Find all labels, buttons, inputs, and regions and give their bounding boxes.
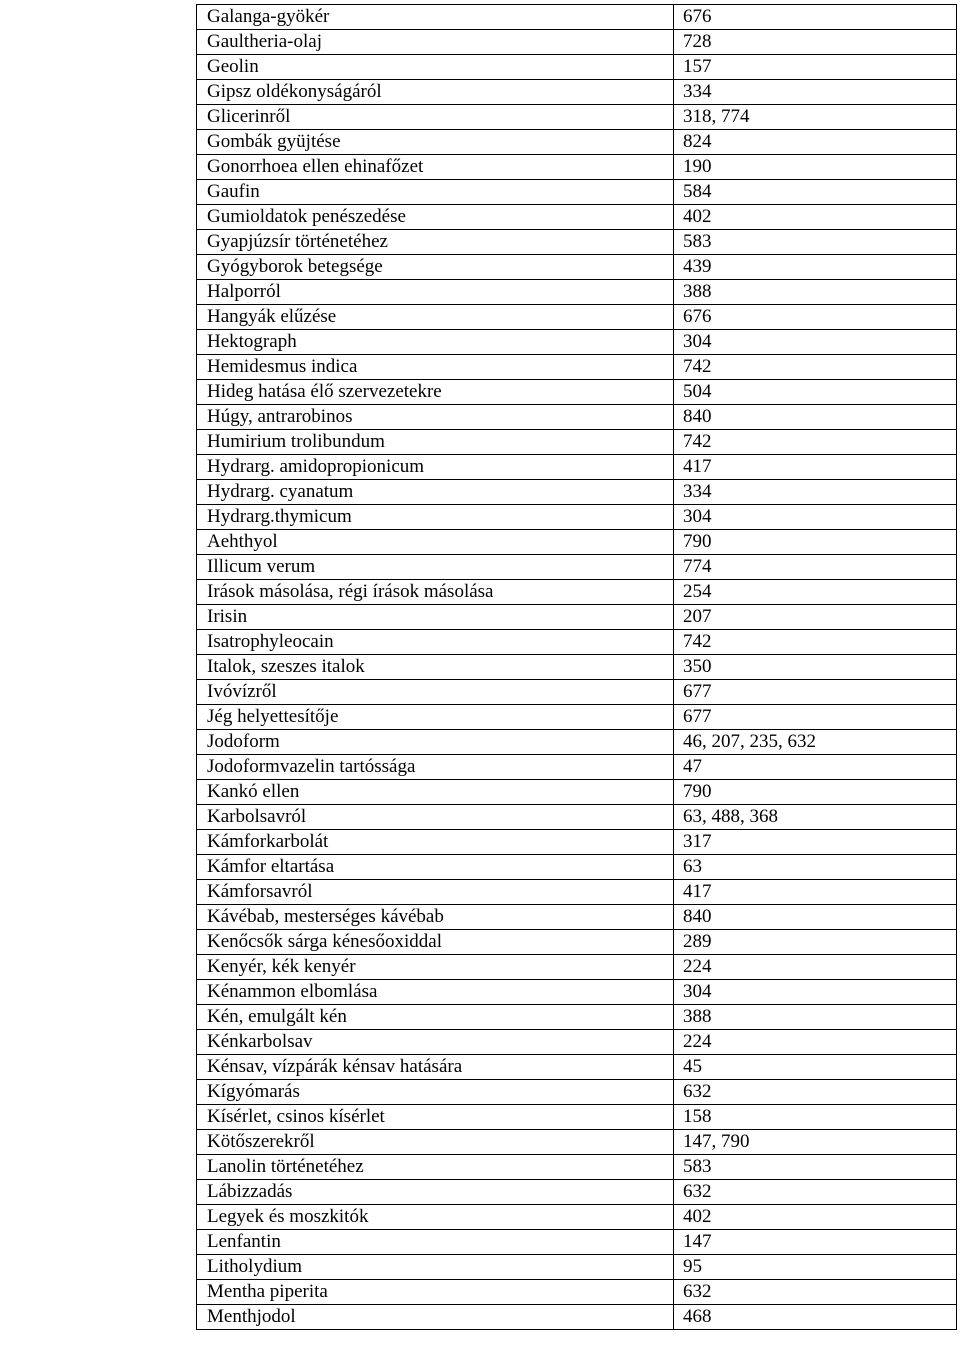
index-term: Lábizzadás bbox=[197, 1180, 674, 1205]
index-term: Geolin bbox=[197, 55, 674, 80]
index-term: Kénsav, vízpárák kénsav hatására bbox=[197, 1055, 674, 1080]
index-page-numbers: 207 bbox=[674, 605, 957, 630]
table-row bbox=[197, 580, 957, 605]
table-row bbox=[197, 455, 957, 480]
table-row bbox=[197, 380, 957, 405]
index-term: Gaufin bbox=[197, 180, 674, 205]
index-term: Hydrarg.thymicum bbox=[197, 505, 674, 530]
table-row bbox=[197, 1080, 957, 1105]
index-term: Gipsz oldékonyságáról bbox=[197, 80, 674, 105]
index-page-numbers: 824 bbox=[674, 130, 957, 155]
index-page-numbers: 45 bbox=[674, 1055, 957, 1080]
index-page-numbers: 224 bbox=[674, 1030, 957, 1055]
index-term: Kenyér, kék kenyér bbox=[197, 955, 674, 980]
table-row bbox=[197, 405, 957, 430]
index-page-numbers: 584 bbox=[674, 180, 957, 205]
table-row bbox=[197, 1180, 957, 1205]
index-term: Gombák gyüjtése bbox=[197, 130, 674, 155]
table-row bbox=[197, 355, 957, 380]
index-page-numbers: 334 bbox=[674, 80, 957, 105]
index-term: Irisin bbox=[197, 605, 674, 630]
index-term: Hemidesmus indica bbox=[197, 355, 674, 380]
index-term: Kávébab, mesterséges kávébab bbox=[197, 905, 674, 930]
table-row bbox=[197, 30, 957, 55]
index-page-numbers: 147, 790 bbox=[674, 1130, 957, 1155]
index-term: Humirium trolibundum bbox=[197, 430, 674, 455]
index-page-numbers: 147 bbox=[674, 1230, 957, 1255]
table-row bbox=[197, 1230, 957, 1255]
index-term: Hydrarg. amidopropionicum bbox=[197, 455, 674, 480]
table-row bbox=[197, 630, 957, 655]
index-term: Kísérlet, csinos kísérlet bbox=[197, 1105, 674, 1130]
index-term: Kénammon elbomlása bbox=[197, 980, 674, 1005]
index-page-numbers: 46, 207, 235, 632 bbox=[674, 730, 957, 755]
table-row bbox=[197, 180, 957, 205]
table-row bbox=[197, 305, 957, 330]
index-page-numbers: 583 bbox=[674, 230, 957, 255]
index-page-numbers: 774 bbox=[674, 555, 957, 580]
index-page-numbers: 504 bbox=[674, 380, 957, 405]
table-row bbox=[197, 1005, 957, 1030]
index-page-numbers: 63 bbox=[674, 855, 957, 880]
index-term: Isatrophyleocain bbox=[197, 630, 674, 655]
table-row bbox=[197, 330, 957, 355]
index-term: Jég helyettesítője bbox=[197, 705, 674, 730]
table-row bbox=[197, 830, 957, 855]
index-page-numbers: 388 bbox=[674, 1005, 957, 1030]
table-row bbox=[197, 930, 957, 955]
index-term: Hektograph bbox=[197, 330, 674, 355]
index-page-numbers: 632 bbox=[674, 1180, 957, 1205]
index-page-numbers: 289 bbox=[674, 930, 957, 955]
index-term: Ivóvízről bbox=[197, 680, 674, 705]
table-row bbox=[197, 605, 957, 630]
table-row bbox=[197, 780, 957, 805]
index-term: Mentha piperita bbox=[197, 1280, 674, 1305]
table-row bbox=[197, 1105, 957, 1130]
table-row bbox=[197, 880, 957, 905]
index-page-numbers: 583 bbox=[674, 1155, 957, 1180]
index-page-numbers: 742 bbox=[674, 630, 957, 655]
table-row bbox=[197, 730, 957, 755]
table-row bbox=[197, 430, 957, 455]
index-page-numbers: 468 bbox=[674, 1305, 957, 1330]
index-term: Karbolsavról bbox=[197, 805, 674, 830]
index-page-numbers: 840 bbox=[674, 405, 957, 430]
index-page-numbers: 47 bbox=[674, 755, 957, 780]
table-row bbox=[197, 480, 957, 505]
table-row bbox=[197, 130, 957, 155]
table-row bbox=[197, 755, 957, 780]
index-term: Lenfantin bbox=[197, 1230, 674, 1255]
table-row bbox=[197, 1280, 957, 1305]
index-term: Jodoform bbox=[197, 730, 674, 755]
index-page-numbers: 95 bbox=[674, 1255, 957, 1280]
index-term: Gyógyborok betegsége bbox=[197, 255, 674, 280]
table-row bbox=[197, 280, 957, 305]
index-term: Jodoformvazelin tartóssága bbox=[197, 755, 674, 780]
table-row bbox=[197, 905, 957, 930]
table-row bbox=[197, 505, 957, 530]
index-term: Lanolin történetéhez bbox=[197, 1155, 674, 1180]
table-row bbox=[197, 80, 957, 105]
index-term: Kígyómarás bbox=[197, 1080, 674, 1105]
index-term: Illicum verum bbox=[197, 555, 674, 580]
index-term: Aehthyol bbox=[197, 530, 674, 555]
index-page-numbers: 388 bbox=[674, 280, 957, 305]
index-term: Kámforsavról bbox=[197, 880, 674, 905]
index-page-numbers: 632 bbox=[674, 1280, 957, 1305]
index-term: Húgy, antrarobinos bbox=[197, 405, 674, 430]
index-term: Hydrarg. cyanatum bbox=[197, 480, 674, 505]
table-row bbox=[197, 680, 957, 705]
index-page-numbers: 304 bbox=[674, 330, 957, 355]
index-page-numbers: 158 bbox=[674, 1105, 957, 1130]
table-row bbox=[197, 155, 957, 180]
index-term: Kötőszerekről bbox=[197, 1130, 674, 1155]
index-term: Gumioldatok penészedése bbox=[197, 205, 674, 230]
index-page-numbers: 790 bbox=[674, 530, 957, 555]
index-page-numbers: 677 bbox=[674, 680, 957, 705]
table-row bbox=[197, 1155, 957, 1180]
table-row bbox=[197, 255, 957, 280]
index-page-numbers: 63, 488, 368 bbox=[674, 805, 957, 830]
table-row bbox=[197, 705, 957, 730]
table-row bbox=[197, 530, 957, 555]
table-row bbox=[197, 205, 957, 230]
index-term: Gaultheria-olaj bbox=[197, 30, 674, 55]
index-page-numbers: 304 bbox=[674, 980, 957, 1005]
table-row bbox=[197, 1130, 957, 1155]
index-term: Litholydium bbox=[197, 1255, 674, 1280]
index-page-numbers: 402 bbox=[674, 205, 957, 230]
table-row bbox=[197, 1305, 957, 1330]
index-page-numbers: 439 bbox=[674, 255, 957, 280]
index-term: Kenőcsők sárga kénesőoxiddal bbox=[197, 930, 674, 955]
table-row bbox=[197, 555, 957, 580]
index-page-numbers: 742 bbox=[674, 430, 957, 455]
index-page-numbers: 334 bbox=[674, 480, 957, 505]
index-page-numbers: 318, 774 bbox=[674, 105, 957, 130]
table-row bbox=[197, 955, 957, 980]
table-row bbox=[197, 5, 957, 30]
index-term: Glicerinről bbox=[197, 105, 674, 130]
index-page-numbers: 840 bbox=[674, 905, 957, 930]
index-page-numbers: 790 bbox=[674, 780, 957, 805]
index-term: Kámfor eltartása bbox=[197, 855, 674, 880]
index-term: Hideg hatása élő szervezetekre bbox=[197, 380, 674, 405]
table-row bbox=[197, 1255, 957, 1280]
index-term: Italok, szeszes italok bbox=[197, 655, 674, 680]
index-term: Kén, emulgált kén bbox=[197, 1005, 674, 1030]
index-page-numbers: 676 bbox=[674, 5, 957, 30]
table-row bbox=[197, 805, 957, 830]
index-term: Gyapjúzsír történetéhez bbox=[197, 230, 674, 255]
index-page-numbers: 742 bbox=[674, 355, 957, 380]
index-page-numbers: 304 bbox=[674, 505, 957, 530]
index-page-numbers: 317 bbox=[674, 830, 957, 855]
table-row bbox=[197, 980, 957, 1005]
table-row bbox=[197, 1055, 957, 1080]
table-row bbox=[197, 1205, 957, 1230]
index-term: Hangyák elűzése bbox=[197, 305, 674, 330]
index-page-numbers: 632 bbox=[674, 1080, 957, 1105]
index-page-numbers: 190 bbox=[674, 155, 957, 180]
index-term: Kénkarbolsav bbox=[197, 1030, 674, 1055]
index-page-numbers: 224 bbox=[674, 955, 957, 980]
index-page-numbers: 402 bbox=[674, 1205, 957, 1230]
index-table bbox=[196, 4, 957, 1330]
table-row bbox=[197, 1030, 957, 1055]
index-page-numbers: 417 bbox=[674, 455, 957, 480]
table-row bbox=[197, 230, 957, 255]
index-page-numbers: 157 bbox=[674, 55, 957, 80]
index-table-body bbox=[197, 5, 957, 1330]
index-term: Menthjodol bbox=[197, 1305, 674, 1330]
table-row bbox=[197, 655, 957, 680]
table-row bbox=[197, 105, 957, 130]
index-page-numbers: 728 bbox=[674, 30, 957, 55]
index-page-numbers: 350 bbox=[674, 655, 957, 680]
index-term: Kankó ellen bbox=[197, 780, 674, 805]
index-term: Kámforkarbolát bbox=[197, 830, 674, 855]
index-page-numbers: 254 bbox=[674, 580, 957, 605]
table-row bbox=[197, 855, 957, 880]
index-page-numbers: 676 bbox=[674, 305, 957, 330]
table-row bbox=[197, 55, 957, 80]
index-page-numbers: 677 bbox=[674, 705, 957, 730]
index-term: Halporról bbox=[197, 280, 674, 305]
index-term: Legyek és moszkitók bbox=[197, 1205, 674, 1230]
index-term: Gonorrhoea ellen ehinafőzet bbox=[197, 155, 674, 180]
index-term: Galanga-gyökér bbox=[197, 5, 674, 30]
index-term: Irások másolása, régi írások másolása bbox=[197, 580, 674, 605]
index-page-numbers: 417 bbox=[674, 880, 957, 905]
